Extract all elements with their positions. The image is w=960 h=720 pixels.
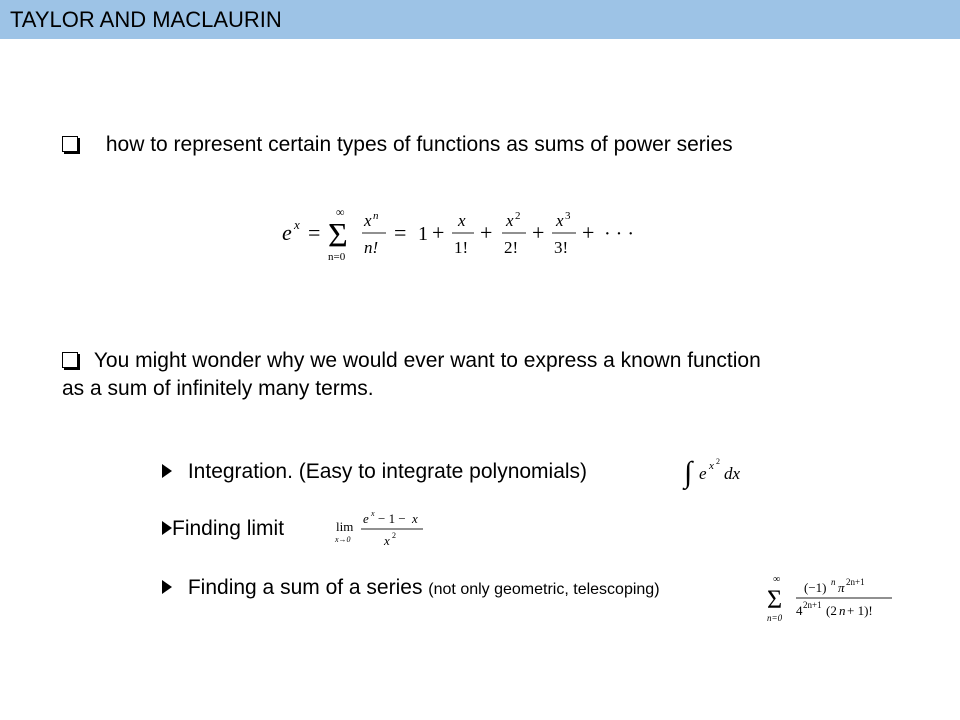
- subitem-integration-text: Integration. (Easy to integrate polynomials): [187, 460, 588, 483]
- svg-text:x→0: x→0: [335, 535, 351, 544]
- limit-formula: [333, 506, 428, 557]
- svg-text:2: 2: [515, 210, 521, 222]
- svg-text:Σ: Σ: [328, 217, 348, 254]
- bullet-item-1: [62, 131, 733, 159]
- limit-formula-svg: [333, 506, 428, 552]
- svg-text:+: +: [480, 220, 493, 245]
- svg-text:∞: ∞: [773, 574, 781, 585]
- integral-formula: [682, 452, 762, 499]
- svg-text:x: x: [371, 509, 375, 518]
- svg-text:=: =: [394, 220, 407, 245]
- svg-text:2: 2: [716, 457, 720, 466]
- integral-formula-svg: [682, 452, 762, 494]
- arrow-bullet-icon: [162, 464, 172, 478]
- svg-text:(−1): (−1): [804, 580, 827, 595]
- svg-text:x: x: [556, 211, 564, 230]
- subitem-sum-text: Finding a sum of a series: [187, 576, 423, 599]
- svg-text:3: 3: [565, 210, 571, 222]
- slide-title: TAYLOR AND MACLAURIN: [10, 7, 282, 32]
- svg-text:(2: (2: [826, 603, 837, 618]
- svg-text:2n+1: 2n+1: [846, 577, 865, 587]
- svg-text:3!: 3!: [554, 238, 569, 257]
- svg-text:2n+1: 2n+1: [803, 600, 822, 610]
- svg-text:e: e: [699, 464, 707, 483]
- svg-text:=: =: [308, 220, 321, 245]
- svg-text:n=0: n=0: [328, 251, 346, 263]
- svg-text:e: e: [363, 511, 369, 526]
- subitem-sum-note: (not only geometric, telescoping): [428, 581, 660, 598]
- svg-text:+ 1)!: + 1)!: [847, 603, 873, 618]
- svg-text:n=0: n=0: [767, 613, 783, 623]
- svg-text:x: x: [384, 533, 390, 548]
- svg-text:x: x: [412, 511, 418, 526]
- series-sum-formula: [764, 568, 904, 631]
- subitem-limit: [162, 515, 284, 543]
- svg-text:π: π: [838, 580, 845, 595]
- square-bullet-icon: [62, 136, 78, 152]
- bullet-text-2-line2: as a sum of infinitely many terms.: [62, 377, 374, 400]
- svg-text:− 1 −: − 1 −: [378, 511, 406, 526]
- exp-series-formula: [280, 200, 640, 270]
- svg-text:+: +: [532, 220, 545, 245]
- svg-text:n: n: [839, 603, 846, 618]
- bullet-text-1: how to represent certain types of functions as sums of power series: [105, 133, 733, 156]
- exp-series-formula-svg: [280, 200, 640, 265]
- svg-text:x: x: [458, 211, 466, 230]
- svg-text:x: x: [364, 211, 372, 230]
- svg-text:x: x: [294, 217, 300, 232]
- bullet-item-2: [62, 347, 761, 375]
- svg-text:4: 4: [796, 603, 803, 618]
- svg-text:n: n: [373, 210, 379, 222]
- svg-text:+: +: [582, 220, 595, 245]
- square-bullet-icon: [62, 352, 78, 368]
- svg-text:1: 1: [418, 223, 428, 245]
- svg-text:dx: dx: [724, 464, 741, 483]
- svg-text:∫: ∫: [684, 456, 693, 489]
- subitem-integration: [162, 458, 587, 486]
- svg-text:x: x: [709, 460, 714, 472]
- svg-text:lim: lim: [336, 519, 354, 534]
- svg-text:n!: n!: [364, 238, 379, 257]
- svg-text:∞: ∞: [336, 205, 345, 219]
- svg-text:2: 2: [392, 531, 396, 540]
- arrow-bullet-icon: [162, 521, 172, 535]
- subitem-sum: [162, 574, 660, 604]
- svg-text:n: n: [831, 577, 836, 587]
- svg-text:Σ: Σ: [767, 585, 783, 614]
- svg-text:2!: 2!: [504, 238, 519, 257]
- svg-text:1!: 1!: [454, 238, 469, 257]
- svg-text:+: +: [432, 220, 445, 245]
- svg-text:x: x: [506, 211, 514, 230]
- svg-text:e: e: [282, 220, 292, 245]
- bullet-text-2-line1: You might wonder why we would ever want to express a known function: [93, 349, 761, 372]
- series-sum-formula-svg: [764, 568, 904, 626]
- svg-text:· · ·: · · ·: [604, 223, 634, 245]
- title-bar: [0, 0, 960, 39]
- subitem-limit-text: Finding limit: [172, 517, 285, 540]
- arrow-bullet-icon: [162, 580, 172, 594]
- bullet-item-2-continuation: [62, 375, 374, 403]
